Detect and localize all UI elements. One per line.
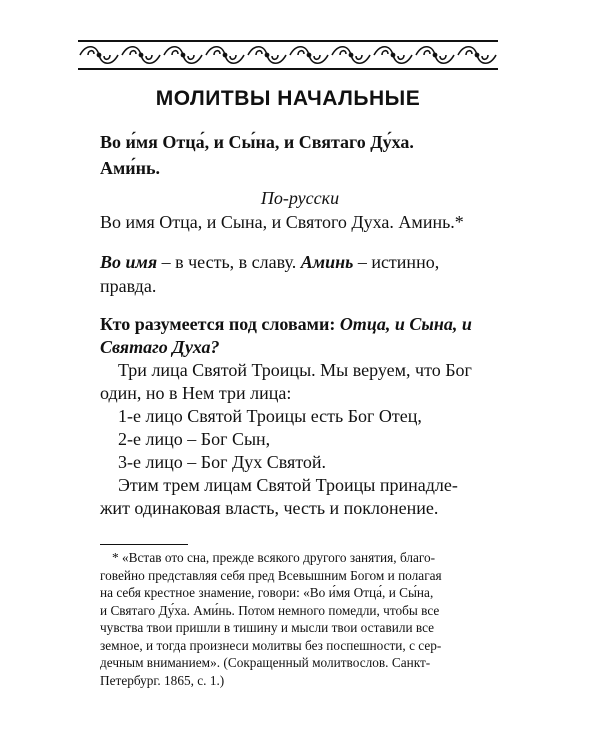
ornament-dot [181,53,184,56]
ornament-dot [265,53,268,56]
glossary-term-2: Аминь [300,252,354,272]
ornament-dot [475,53,478,56]
footnote-line-7: дечным вниманием». (Сокращенный молитвослов. Санкт- [100,655,431,670]
footnote [100,549,500,689]
footnote-line-1: * «Встав ото сна, прежде всякого другого занятия, благо- [112,550,436,565]
glossary-line-2: правда. [100,276,157,296]
answer-line-7: жит одинаковая власть, честь и поклонение. [100,498,439,518]
russian-heading: По-русски [260,188,340,208]
glossary-line-1 [100,251,500,274]
ornament-rule-bottom [78,68,498,70]
answer-line-5: 3-е лицо – Бог Дух Святой. [118,452,327,472]
footnote-line-2: говейно представляя себя пред Всевышним Богом и полагая [100,567,442,583]
prayer-line-1: Во и́мя Отца́, и Сы́на, и Святаго Ду́ха. [100,132,414,152]
footnote-line-5: чувства твои пришли в тишину и мысли твои оставили все [100,620,435,635]
question-lead: Кто разумеется под словами: [100,314,340,334]
ornament-dot [349,53,352,56]
ornament-dot [391,53,394,56]
ornament-dot [97,53,100,56]
ornament-dot [307,53,310,56]
footnote-line-8: Петербург. 1865, с. 1.) [100,672,225,688]
page-title: МОЛИТВЫ НАЧАЛЬНЫЕ [155,87,421,110]
answer-line-1: Три лица Святой Троицы. Мы веруем, что Бог [118,360,472,380]
question-lead-italic: Отца, и Сына, и [339,314,472,334]
answer-line-3: 1-е лицо Святой Троицы есть Бог Отец, [118,406,422,426]
footnote-line-4: и Святаго Ду́ха. Ами́нь. Потом немного помедли, чтобы все [100,602,440,618]
question-line-2: Святаго Духа? [100,337,220,357]
answer-line-6: Этим трем лицам Святой Троицы принадле- [118,475,458,495]
glossary-def-2: – истинно, [353,252,440,272]
ornament-dot [433,53,436,56]
prayer-line-2: Ами́нь. [100,158,161,178]
footnote-line-3: на себя крестное знамение, говори: «Во и́мя Отца́, и Сы́на, [100,585,434,600]
russian-text: Во имя Отца, и Сына, и Святого Духа. Аминь.* [100,212,464,232]
answer-line-4: 2-е лицо – Бог Сын, [118,429,271,449]
ornament-band [78,40,498,70]
glossary-term-1: Во имя [100,252,158,272]
answer-line-2: один, но в Нем три лица: [100,383,292,403]
ornament-dot [223,53,226,56]
question-line-1 [100,313,500,336]
footnote-rule [100,544,188,545]
glossary-def-1: – в честь, в славу. [157,252,301,272]
ornament-dot [139,53,142,56]
footnote-line-6: земное, и тогда произнеси молитвы без поспешности, с сер- [100,637,442,653]
